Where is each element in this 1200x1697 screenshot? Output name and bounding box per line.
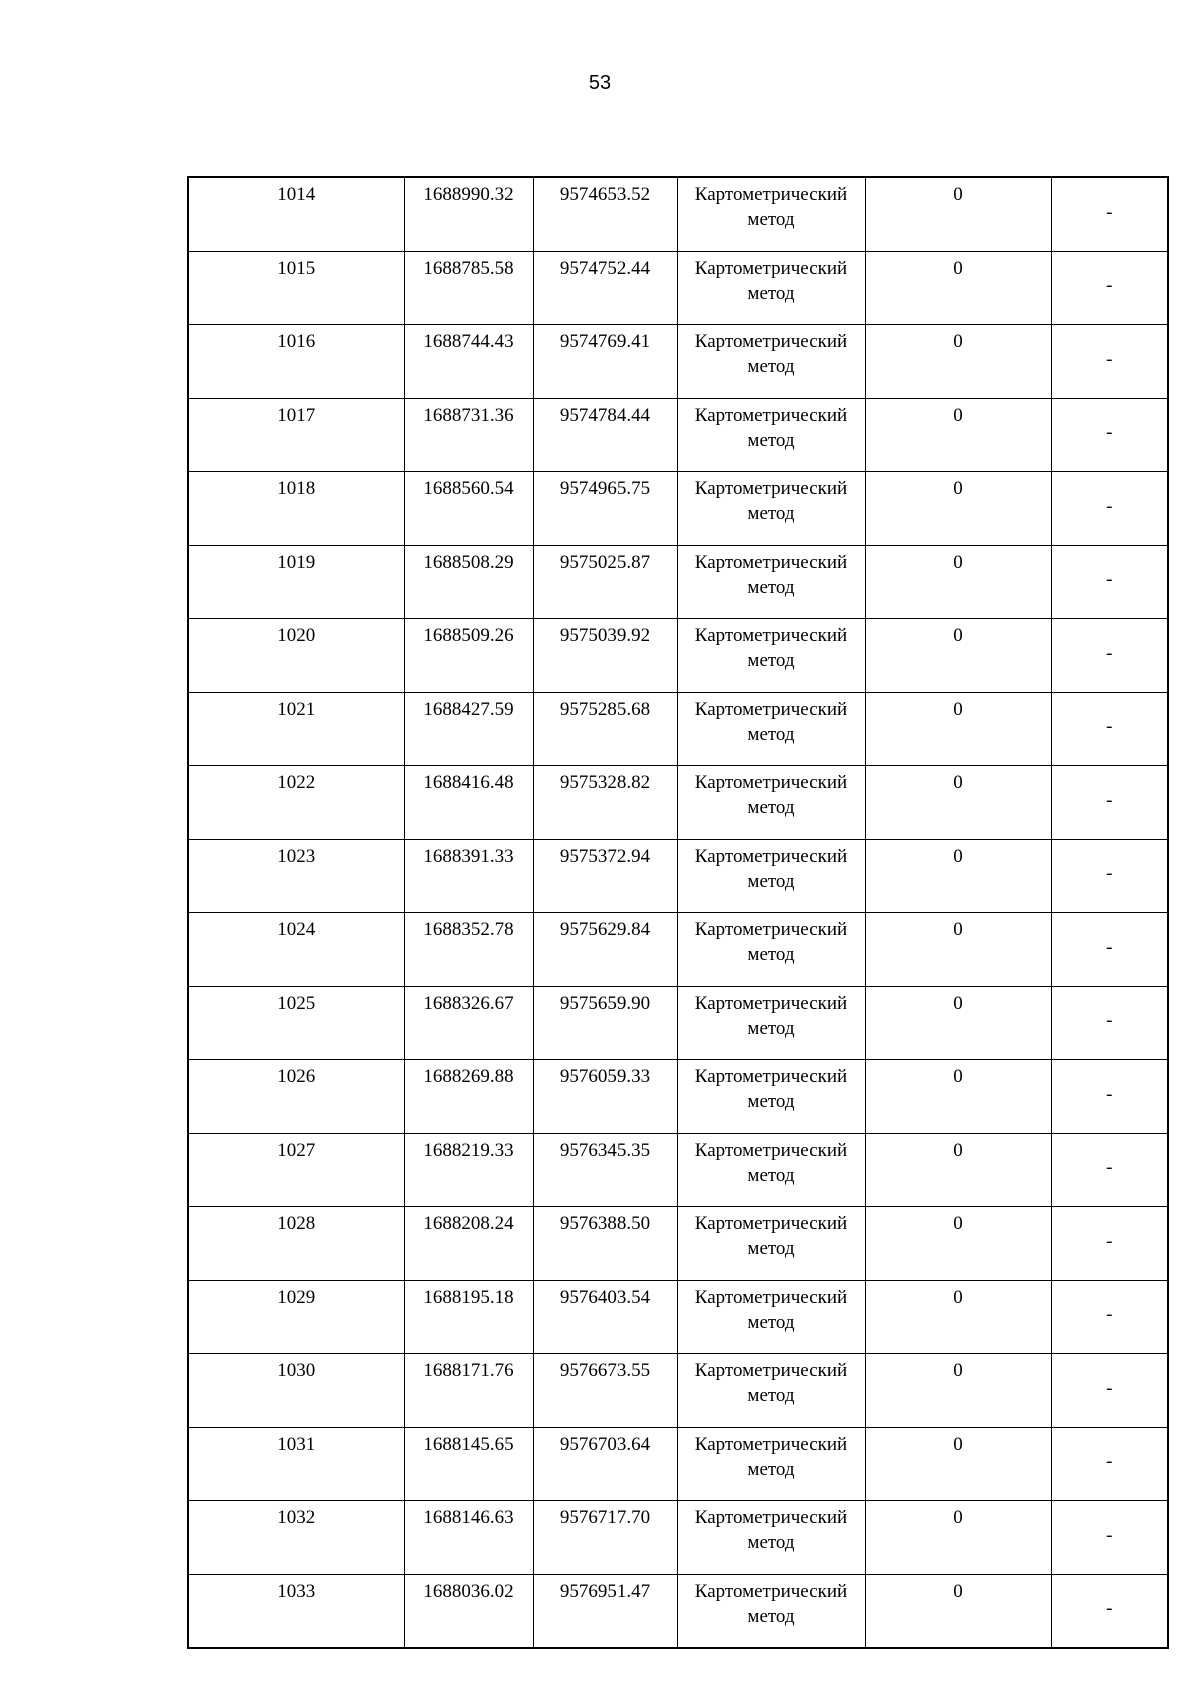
table-row (188, 1060, 1168, 1134)
table-row (188, 1501, 1168, 1575)
y-coordinate-cell: 9576673.55 (533, 1354, 677, 1428)
page-number: 53 (588, 72, 612, 94)
error-cell: 0 (865, 839, 1051, 913)
method-cell: Картометрический метод (677, 986, 865, 1060)
point-number-cell: 1027 (188, 1133, 404, 1207)
method-cell: Картометрический метод (677, 177, 865, 251)
method-cell: Картометрический метод (677, 398, 865, 472)
error-cell: 0 (865, 545, 1051, 619)
error-cell: 0 (865, 766, 1051, 840)
x-coordinate-cell: 1688219.33 (404, 1133, 533, 1207)
point-number-cell: 1032 (188, 1501, 404, 1575)
error-cell: 0 (865, 1207, 1051, 1281)
note-cell: - (1051, 472, 1168, 546)
table-row (188, 1207, 1168, 1281)
point-number-cell: 1014 (188, 177, 404, 251)
point-number-cell: 1024 (188, 913, 404, 987)
x-coordinate-cell: 1688427.59 (404, 692, 533, 766)
error-cell: 0 (865, 986, 1051, 1060)
point-number-cell: 1031 (188, 1427, 404, 1501)
x-coordinate-cell: 1688416.48 (404, 766, 533, 840)
note-cell: - (1051, 839, 1168, 913)
y-coordinate-cell: 9576717.70 (533, 1501, 677, 1575)
note-cell: - (1051, 1133, 1168, 1207)
method-cell: Картометрический метод (677, 1207, 865, 1281)
note-cell: - (1051, 1060, 1168, 1134)
point-number-cell: 1033 (188, 1574, 404, 1648)
table-row (188, 692, 1168, 766)
note-cell: - (1051, 1280, 1168, 1354)
point-number-cell: 1025 (188, 986, 404, 1060)
y-coordinate-cell: 9575372.94 (533, 839, 677, 913)
point-number-cell: 1019 (188, 545, 404, 619)
table-row (188, 325, 1168, 399)
table-row (188, 1574, 1168, 1648)
y-coordinate-cell: 9575039.92 (533, 619, 677, 693)
x-coordinate-cell: 1688195.18 (404, 1280, 533, 1354)
note-cell: - (1051, 1354, 1168, 1428)
y-coordinate-cell: 9576703.64 (533, 1427, 677, 1501)
method-cell: Картометрический метод (677, 619, 865, 693)
method-cell: Картометрический метод (677, 1574, 865, 1648)
method-cell: Картометрический метод (677, 913, 865, 987)
x-coordinate-cell: 1688352.78 (404, 913, 533, 987)
x-coordinate-cell: 1688269.88 (404, 1060, 533, 1134)
note-cell: - (1051, 766, 1168, 840)
method-cell: Картометрический метод (677, 766, 865, 840)
table-row (188, 545, 1168, 619)
method-cell: Картометрический метод (677, 325, 865, 399)
error-cell: 0 (865, 1501, 1051, 1575)
y-coordinate-cell: 9574965.75 (533, 472, 677, 546)
x-coordinate-cell: 1688990.32 (404, 177, 533, 251)
x-coordinate-cell: 1688171.76 (404, 1354, 533, 1428)
x-coordinate-cell: 1688036.02 (404, 1574, 533, 1648)
table-row (188, 986, 1168, 1060)
y-coordinate-cell: 9575629.84 (533, 913, 677, 987)
method-cell: Картометрический метод (677, 1280, 865, 1354)
y-coordinate-cell: 9575025.87 (533, 545, 677, 619)
y-coordinate-cell: 9575659.90 (533, 986, 677, 1060)
error-cell: 0 (865, 251, 1051, 325)
note-cell: - (1051, 251, 1168, 325)
point-number-cell: 1018 (188, 472, 404, 546)
error-cell: 0 (865, 619, 1051, 693)
method-cell: Картометрический метод (677, 1060, 865, 1134)
x-coordinate-cell: 1688560.54 (404, 472, 533, 546)
x-coordinate-cell: 1688731.36 (404, 398, 533, 472)
coordinates-table (187, 176, 1169, 1649)
table-row (188, 1354, 1168, 1428)
error-cell: 0 (865, 1280, 1051, 1354)
note-cell: - (1051, 692, 1168, 766)
note-cell: - (1051, 398, 1168, 472)
table-row (188, 472, 1168, 546)
point-number-cell: 1029 (188, 1280, 404, 1354)
error-cell: 0 (865, 1133, 1051, 1207)
table-row (188, 766, 1168, 840)
method-cell: Картометрический метод (677, 1501, 865, 1575)
error-cell: 0 (865, 913, 1051, 987)
table-row (188, 913, 1168, 987)
point-number-cell: 1015 (188, 251, 404, 325)
point-number-cell: 1020 (188, 619, 404, 693)
y-coordinate-cell: 9574653.52 (533, 177, 677, 251)
table-body (188, 177, 1168, 1648)
note-cell: - (1051, 177, 1168, 251)
point-number-cell: 1026 (188, 1060, 404, 1134)
y-coordinate-cell: 9576388.50 (533, 1207, 677, 1281)
y-coordinate-cell: 9574769.41 (533, 325, 677, 399)
note-cell: - (1051, 1574, 1168, 1648)
note-cell: - (1051, 325, 1168, 399)
x-coordinate-cell: 1688208.24 (404, 1207, 533, 1281)
error-cell: 0 (865, 692, 1051, 766)
table-row (188, 398, 1168, 472)
y-coordinate-cell: 9574752.44 (533, 251, 677, 325)
point-number-cell: 1028 (188, 1207, 404, 1281)
error-cell: 0 (865, 1354, 1051, 1428)
table-row (188, 177, 1168, 251)
x-coordinate-cell: 1688391.33 (404, 839, 533, 913)
x-coordinate-cell: 1688146.63 (404, 1501, 533, 1575)
method-cell: Картометрический метод (677, 692, 865, 766)
x-coordinate-cell: 1688508.29 (404, 545, 533, 619)
y-coordinate-cell: 9576951.47 (533, 1574, 677, 1648)
note-cell: - (1051, 1427, 1168, 1501)
point-number-cell: 1030 (188, 1354, 404, 1428)
x-coordinate-cell: 1688509.26 (404, 619, 533, 693)
method-cell: Картометрический метод (677, 251, 865, 325)
error-cell: 0 (865, 1427, 1051, 1501)
x-coordinate-cell: 1688145.65 (404, 1427, 533, 1501)
x-coordinate-cell: 1688744.43 (404, 325, 533, 399)
error-cell: 0 (865, 1574, 1051, 1648)
method-cell: Картометрический метод (677, 472, 865, 546)
method-cell: Картометрический метод (677, 1354, 865, 1428)
point-number-cell: 1022 (188, 766, 404, 840)
point-number-cell: 1021 (188, 692, 404, 766)
method-cell: Картометрический метод (677, 545, 865, 619)
note-cell: - (1051, 1207, 1168, 1281)
method-cell: Картометрический метод (677, 839, 865, 913)
point-number-cell: 1016 (188, 325, 404, 399)
note-cell: - (1051, 913, 1168, 987)
note-cell: - (1051, 545, 1168, 619)
note-cell: - (1051, 986, 1168, 1060)
y-coordinate-cell: 9576403.54 (533, 1280, 677, 1354)
y-coordinate-cell: 9576059.33 (533, 1060, 677, 1134)
error-cell: 0 (865, 1060, 1051, 1134)
table-row (188, 839, 1168, 913)
method-cell: Картометрический метод (677, 1427, 865, 1501)
y-coordinate-cell: 9575328.82 (533, 766, 677, 840)
x-coordinate-cell: 1688785.58 (404, 251, 533, 325)
y-coordinate-cell: 9576345.35 (533, 1133, 677, 1207)
table-row (188, 1133, 1168, 1207)
table-row (188, 251, 1168, 325)
table-row (188, 1427, 1168, 1501)
table-row (188, 619, 1168, 693)
y-coordinate-cell: 9574784.44 (533, 398, 677, 472)
note-cell: - (1051, 619, 1168, 693)
error-cell: 0 (865, 398, 1051, 472)
x-coordinate-cell: 1688326.67 (404, 986, 533, 1060)
table-row (188, 1280, 1168, 1354)
error-cell: 0 (865, 472, 1051, 546)
note-cell: - (1051, 1501, 1168, 1575)
point-number-cell: 1023 (188, 839, 404, 913)
error-cell: 0 (865, 177, 1051, 251)
point-number-cell: 1017 (188, 398, 404, 472)
y-coordinate-cell: 9575285.68 (533, 692, 677, 766)
method-cell: Картометрический метод (677, 1133, 865, 1207)
error-cell: 0 (865, 325, 1051, 399)
